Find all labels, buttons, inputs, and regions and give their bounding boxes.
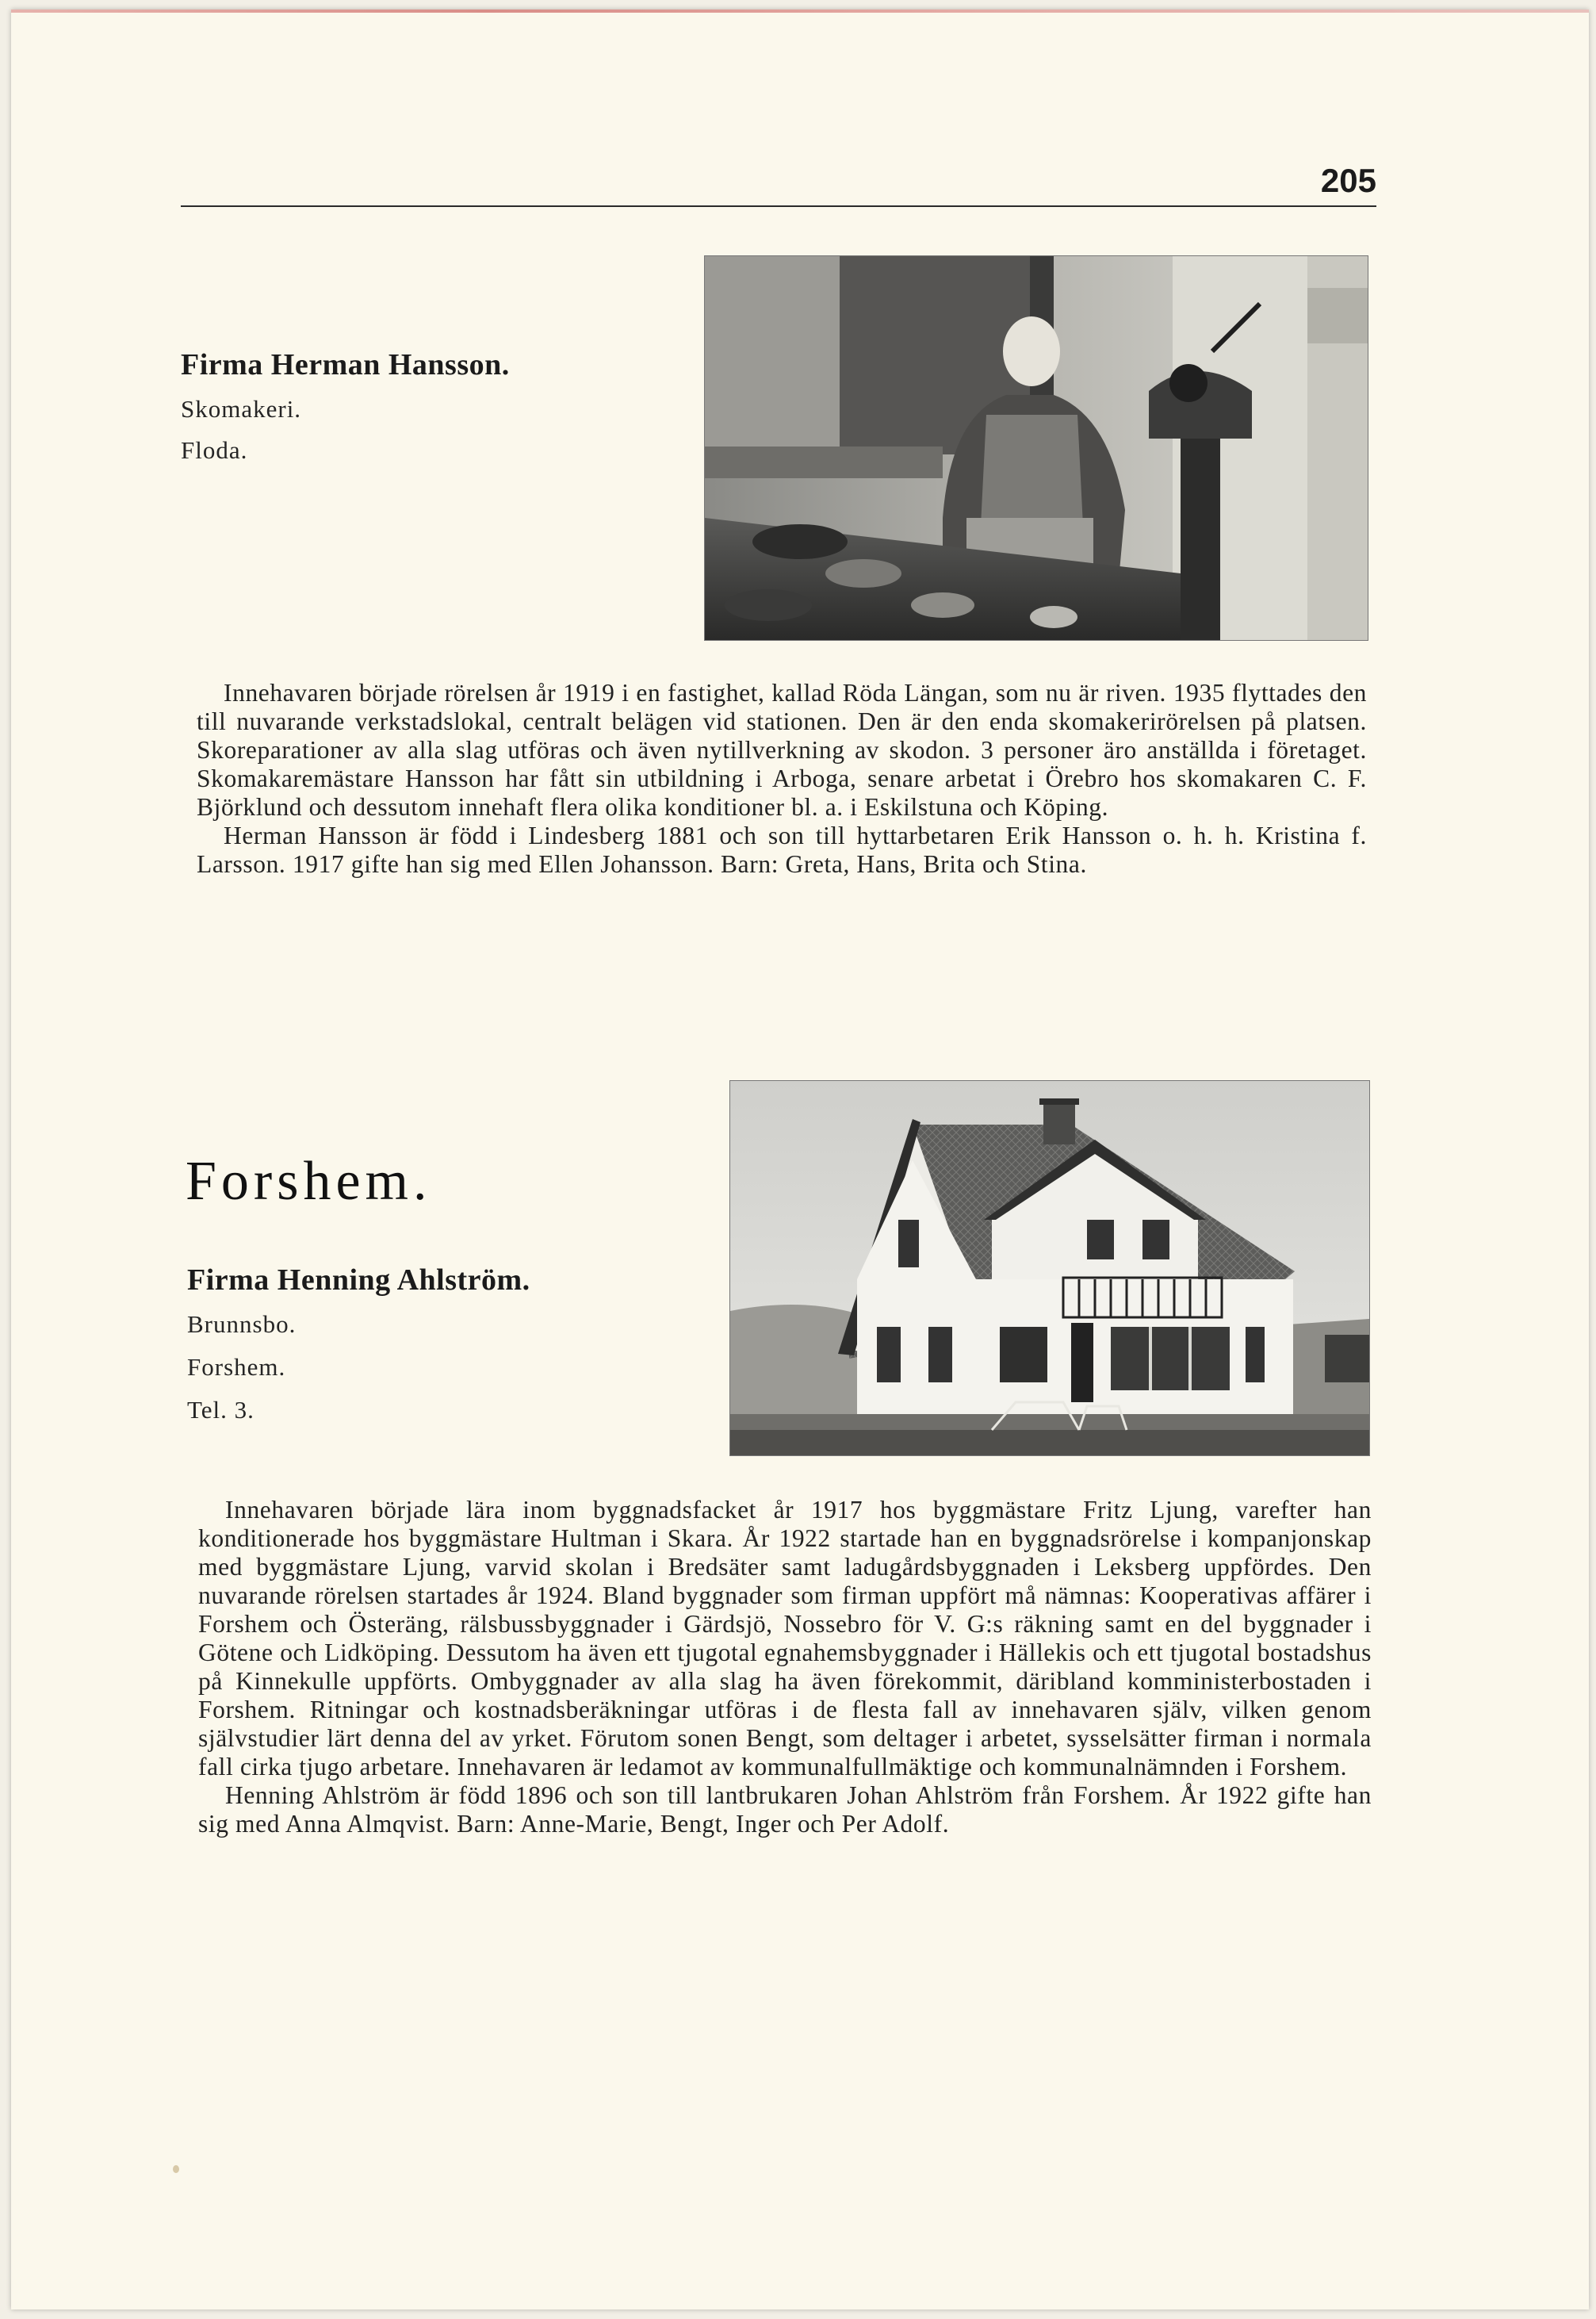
firm-name-hansson: Firma Herman Hansson. xyxy=(181,348,510,381)
paragraph: Innehavaren började rörelsen år 1919 i en fastighet, kallad Röda Längan, som nu är riven. 1935 flyttades den till nuvarande verkstadslokal, centralt belägen vid stationen. Den är den enda skomakerirörelsen på platsen. Skoreparationer av alla slag utföras och även nytillverkning av skodon. 3 personer äro anställda i företaget. Skomakaremästare Hansson har fått sin utbildning i Arboga, senare arbetat i Örebro hos skomakaren C. F. Björklund och dessutom innehaft flera olika konditioner bl. a. i Eskilstuna och Köping. xyxy=(197,679,1367,821)
book-page xyxy=(11,10,1589,2309)
header-rule xyxy=(181,205,1376,207)
page-edge-mark xyxy=(11,10,1589,13)
page-number: 205 xyxy=(1320,162,1376,199)
info-line-place: Forshem. xyxy=(187,1353,286,1381)
photo-house-image xyxy=(730,1081,1369,1455)
info-line-address: Brunnsbo. xyxy=(187,1310,297,1338)
photo-shoemaker-image xyxy=(705,256,1368,640)
paragraph: Innehavaren började lära inom byggnadsfacket år 1917 hos byggmästare Fritz Ljung, varefter han konditionerade hos byggmästare Hultman i Skara. År 1922 startade han en byggnadsrörelse i kompanjonskap med byggmästare Ljung, varvid skolan i Bredsäter samt ladugårdsbyggnaden i Leksberg uppfördes. Den nuvarande rörelsen startades år 1924. Bland byggnader som firman uppfört må nämnas: Kooperativas affärer i Forshem och Österäng, rälsbussbyggnader i Gärdsjö, Nossebro för V. G:s räkning samt en del byggnader i Götene och Lidköping. Dessutom ha även ett tjugotal egnahemsbyggnader i Hällekis och ett tjugotal bostadshus på Kinnekulle uppförts. Ombyggnader av alla slag ha även förekommit, däribland komministerbostaden i Forshem. Ritningar och kostnadsberäkningar utföras i de flesta fall av innehavaren själv, vilken genom självstudier lärt denna del av yrket. Förutom sonen Bengt, som deltager i arbetet, sysselsätter firman i normala fall cirka tjugo arbetare. Innehavaren är ledamot av kommunalfullmäktige och kommunalnämnden i Forshem. xyxy=(198,1496,1372,1780)
photo-shoemaker-workshop xyxy=(704,255,1368,641)
paper-speck xyxy=(173,2165,179,2173)
place-heading-forshem: Forshem. xyxy=(186,1151,432,1212)
paragraph: Herman Hansson är född i Lindesberg 1881 och son till hyttarbetaren Erik Hansson o. h. h. Kristina f. Larsson. 1917 gifte han sig med Ellen Johansson. Barn: Greta, Hans, Brita och Stina. xyxy=(197,822,1367,878)
info-line-phone: Tel. 3. xyxy=(187,1396,255,1424)
firm-name-ahlstrom: Firma Henning Ahlström. xyxy=(187,1263,530,1297)
info-line-place: Floda. xyxy=(181,436,248,464)
info-line-trade: Skomakeri. xyxy=(181,395,302,423)
body-text-ahlstrom xyxy=(198,1496,1372,1838)
photo-house-brunnsbo xyxy=(729,1080,1370,1456)
paragraph: Henning Ahlström är född 1896 och son till lantbrukaren Johan Ahlström från Forshem. År 1922 gifte han sig med Anna Almqvist. Barn: Anne-Marie, Bengt, Inger och Per Adolf. xyxy=(198,1781,1372,1838)
body-text-hansson xyxy=(197,679,1367,879)
